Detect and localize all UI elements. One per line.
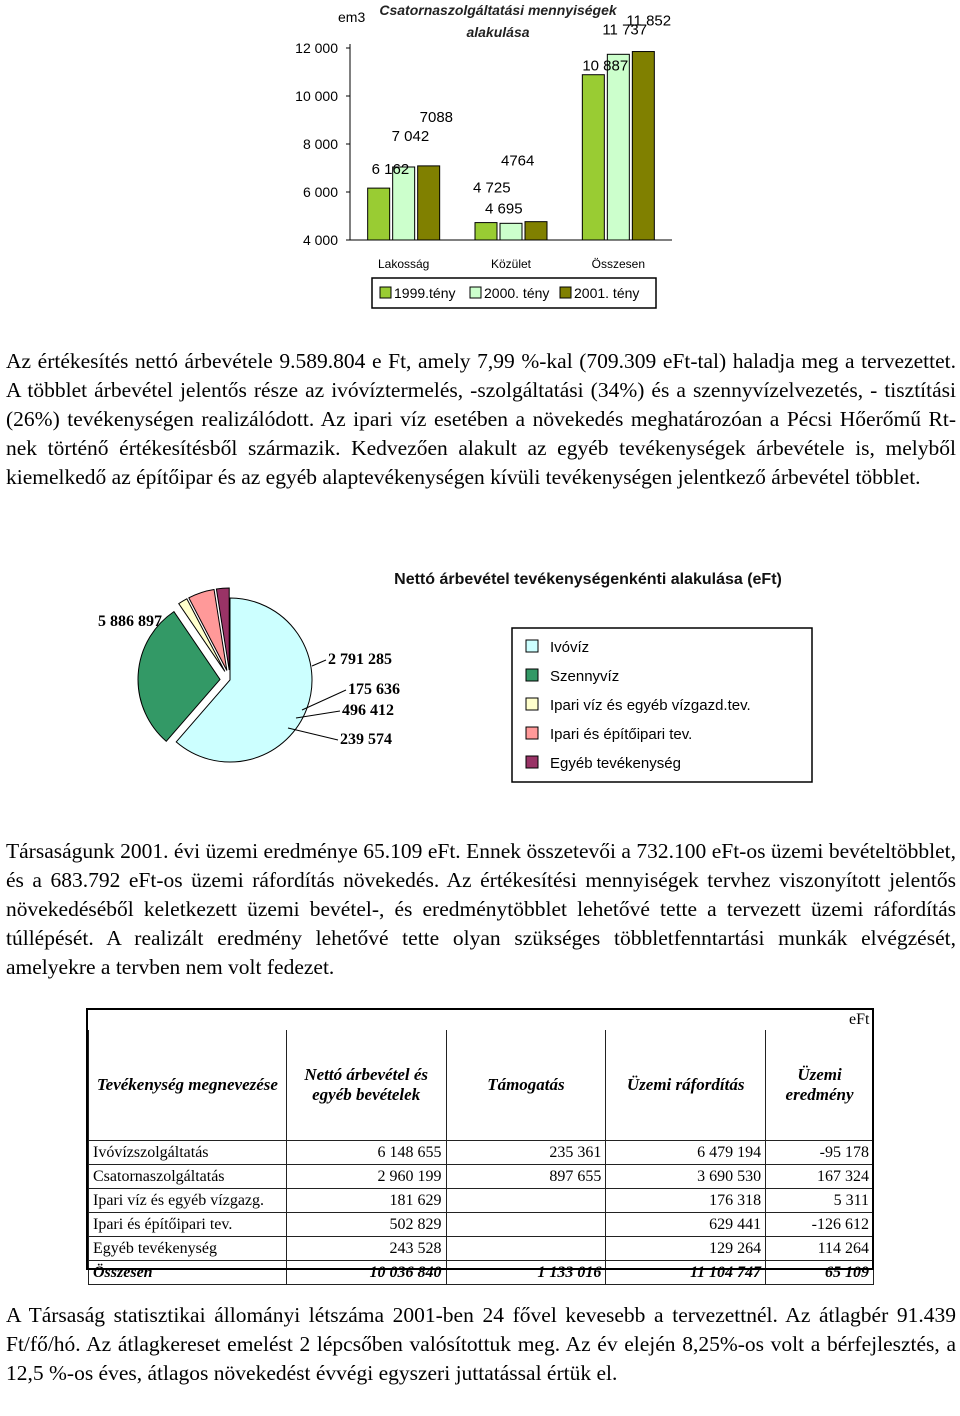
x-tick-label: Közület [490, 257, 532, 271]
pie-chart-title: Nettó árbevétel tevékenységenkénti alakulása (eFt) [394, 571, 782, 588]
legend-label: Egyéb tevékenység [550, 755, 681, 772]
legend [372, 278, 656, 308]
slice-label: 496 412 [342, 702, 394, 719]
legend-label: Ipari és építőipari tev. [550, 726, 693, 743]
table-header-cell: Üzemi eredmény [766, 1030, 874, 1141]
table-cell: -126 612 [766, 1213, 874, 1237]
paragraph-revenue: Az értékesítés nettó árbevétele 9.589.804 e Ft, amely 7,99 %-kal (709.309 eFt-tal) haladja meg a tervezettet. A többlet árbevétel jelentős része az ivóvíztermelés, -szolgáltatási (34%) és a szennyvízelvezetés, - tisztítási (26%) tevékenységen realizálódott. Az ipari víz esetében a növekedés meghatározóan a Pécsi Hőerőmű Rt-nek történő értékesítésből származik. Kedvezően alakult az egyéb tevékenységek árbevétele is, melyből kiemelkedő az építőipar és az egyéb alaptevékenységen kívüli tevékenységen jelentkező árbevétel többlet. [6, 349, 956, 489]
pie-chart-revenue [80, 560, 860, 800]
slice-label: 175 636 [348, 681, 400, 698]
table-row [89, 1010, 874, 1030]
paragraph-staff: A Társaság statisztikai állományi létszáma 2001-ben 24 fővel kevesebb a tervezettnél. Az átlagbér 91.439 Ft/fő/hó. Az átlagkereset emelést 2 lépcsőben valósítottuk meg. Az év elején 8,25%-os volt a bérfejlesztés, a 12,5 %-os éves, átlagos növekedést évvégi egyszeri juttatással értük el. [6, 1303, 956, 1385]
revenue-table [88, 1010, 874, 1285]
leader-line [312, 660, 326, 666]
legend-swatch [526, 756, 538, 768]
table-cell: -95 178 [766, 1141, 874, 1165]
row-label: Ipari víz és egyéb vízgazg. [89, 1189, 287, 1213]
chart-title-line: alakulása [466, 24, 530, 40]
legend-swatch [380, 287, 391, 298]
table-row [89, 1213, 874, 1237]
x-axis-labels [378, 257, 645, 271]
table-header-cell: Üzemi ráfordítás [606, 1030, 766, 1141]
table-cell: 167 324 [766, 1165, 874, 1189]
table-row [89, 1237, 874, 1261]
table-cell: 2 960 199 [286, 1165, 446, 1189]
bars [368, 13, 671, 240]
bar [368, 188, 390, 240]
y-tick-label: 4 000 [302, 232, 338, 248]
row-label: Ipari és építőipari tev. [89, 1213, 287, 1237]
bar [632, 52, 654, 240]
table-row [89, 1141, 874, 1165]
legend [512, 628, 812, 782]
legend-swatch [526, 640, 538, 652]
table-header-cell: Nettó árbevétel és egyéb bevételek [286, 1030, 446, 1141]
legend-label: 1999.tény [394, 285, 456, 301]
table-cell: 502 829 [286, 1213, 446, 1237]
legend-label: Ivóvíz [550, 639, 590, 656]
table-cell: 181 629 [286, 1189, 446, 1213]
table-cell: 114 264 [766, 1237, 874, 1261]
table-cell: 6 479 194 [606, 1141, 766, 1165]
total-cell: 11 104 747 [606, 1261, 766, 1285]
total-cell: 1 133 016 [446, 1261, 606, 1285]
bar [500, 223, 522, 240]
data-label: 4 725 [473, 179, 511, 197]
data-label: 11 852 [626, 12, 672, 30]
table-row [89, 1189, 874, 1213]
x-tick-label: Összesen [591, 257, 646, 271]
data-label: 4 695 [485, 200, 523, 218]
table-cell: 3 690 530 [606, 1165, 766, 1189]
table-cell: 235 361 [446, 1141, 606, 1165]
legend-swatch [470, 287, 481, 298]
legend-swatch [526, 698, 538, 710]
row-label: Csatornaszolgáltatás [89, 1165, 287, 1189]
y-tick-label: 6 000 [302, 184, 338, 200]
table-row [89, 1030, 874, 1141]
legend-swatch [526, 669, 538, 681]
total-cell: 65 109 [766, 1261, 874, 1285]
table-cell [446, 1237, 606, 1261]
bar-chart-csatorna [280, 0, 680, 320]
table-row [89, 1165, 874, 1189]
table-cell: 5 311 [766, 1189, 874, 1213]
chart-unit-label: em3 [338, 9, 366, 25]
table-header-cell: Támogatás [446, 1030, 606, 1141]
y-tick-label: 12 000 [295, 40, 338, 56]
data-label: 7 042 [391, 127, 430, 145]
data-label: 11 737 [602, 21, 648, 39]
table-cell: 897 655 [446, 1165, 606, 1189]
legend-label: 2001. tény [574, 285, 640, 301]
chart-title [379, 2, 618, 40]
legend-swatch [526, 727, 538, 739]
bar [582, 75, 604, 240]
bar [607, 54, 629, 240]
table-cell: 6 148 655 [286, 1141, 446, 1165]
bar [475, 223, 497, 240]
table-header-cell: Tevékenység megnevezése [89, 1030, 287, 1141]
chart-title-line: Csatornaszolgáltatási mennyiségek [379, 2, 617, 18]
table-cell: 629 441 [606, 1213, 766, 1237]
slice-label: 239 574 [340, 731, 392, 748]
y-tick-label: 8 000 [302, 136, 338, 152]
table-row [89, 1261, 874, 1285]
pie [138, 588, 312, 762]
slice-label: 2 791 285 [328, 651, 392, 668]
table-cell [446, 1189, 606, 1213]
legend-label: Ipari víz és egyéb vízgazd.tev. [550, 697, 751, 714]
x-tick-label: Lakosság [377, 257, 430, 271]
legend-label: 2000. tény [484, 285, 550, 301]
data-label: 10 887 [582, 57, 629, 75]
paragraph-result: Társaságunk 2001. évi üzemi eredménye 65.109 eFt. Ennek összetevői a 732.100 eFt-os üzemi bevételtöbblet, és a 683.792 eFt-os üzemi ráfordítás növekedés. Az értékesítési mennyiségek tervhez viszonyított jelentős növekedéséből keletkezett üzemi bevétel-, és eredménytöbblet lehetővé tette a tervezett üzemi ráfordítás túllépését. A realizált eredmény lehetővé tette olyan szükséges többletfenntartási munkák elvégzését, amelyekre a tervben nem volt fedezet. [6, 839, 956, 979]
legend-swatch [560, 287, 571, 298]
row-label: Egyéb tevékenység [89, 1237, 287, 1261]
total-label: Összesen [89, 1261, 287, 1285]
table-cell: 176 318 [606, 1189, 766, 1213]
data-label: 6 162 [371, 161, 410, 179]
total-cell: 10 036 840 [286, 1261, 446, 1285]
data-label: 4764 [501, 152, 535, 170]
y-tick-label: 10 000 [295, 88, 338, 104]
table-cell [446, 1213, 606, 1237]
bar [525, 222, 547, 240]
legend-label: Szennyvíz [550, 668, 620, 685]
table-cell: 129 264 [606, 1237, 766, 1261]
leader-line [288, 728, 338, 740]
data-label: 7088 [419, 108, 454, 126]
bar [418, 166, 440, 240]
row-label: Ivóvízszolgáltatás [89, 1141, 287, 1165]
table-cell: 243 528 [286, 1237, 446, 1261]
table-unit: eFt [849, 1011, 870, 1028]
slice-label: 5 886 897 [98, 613, 162, 630]
